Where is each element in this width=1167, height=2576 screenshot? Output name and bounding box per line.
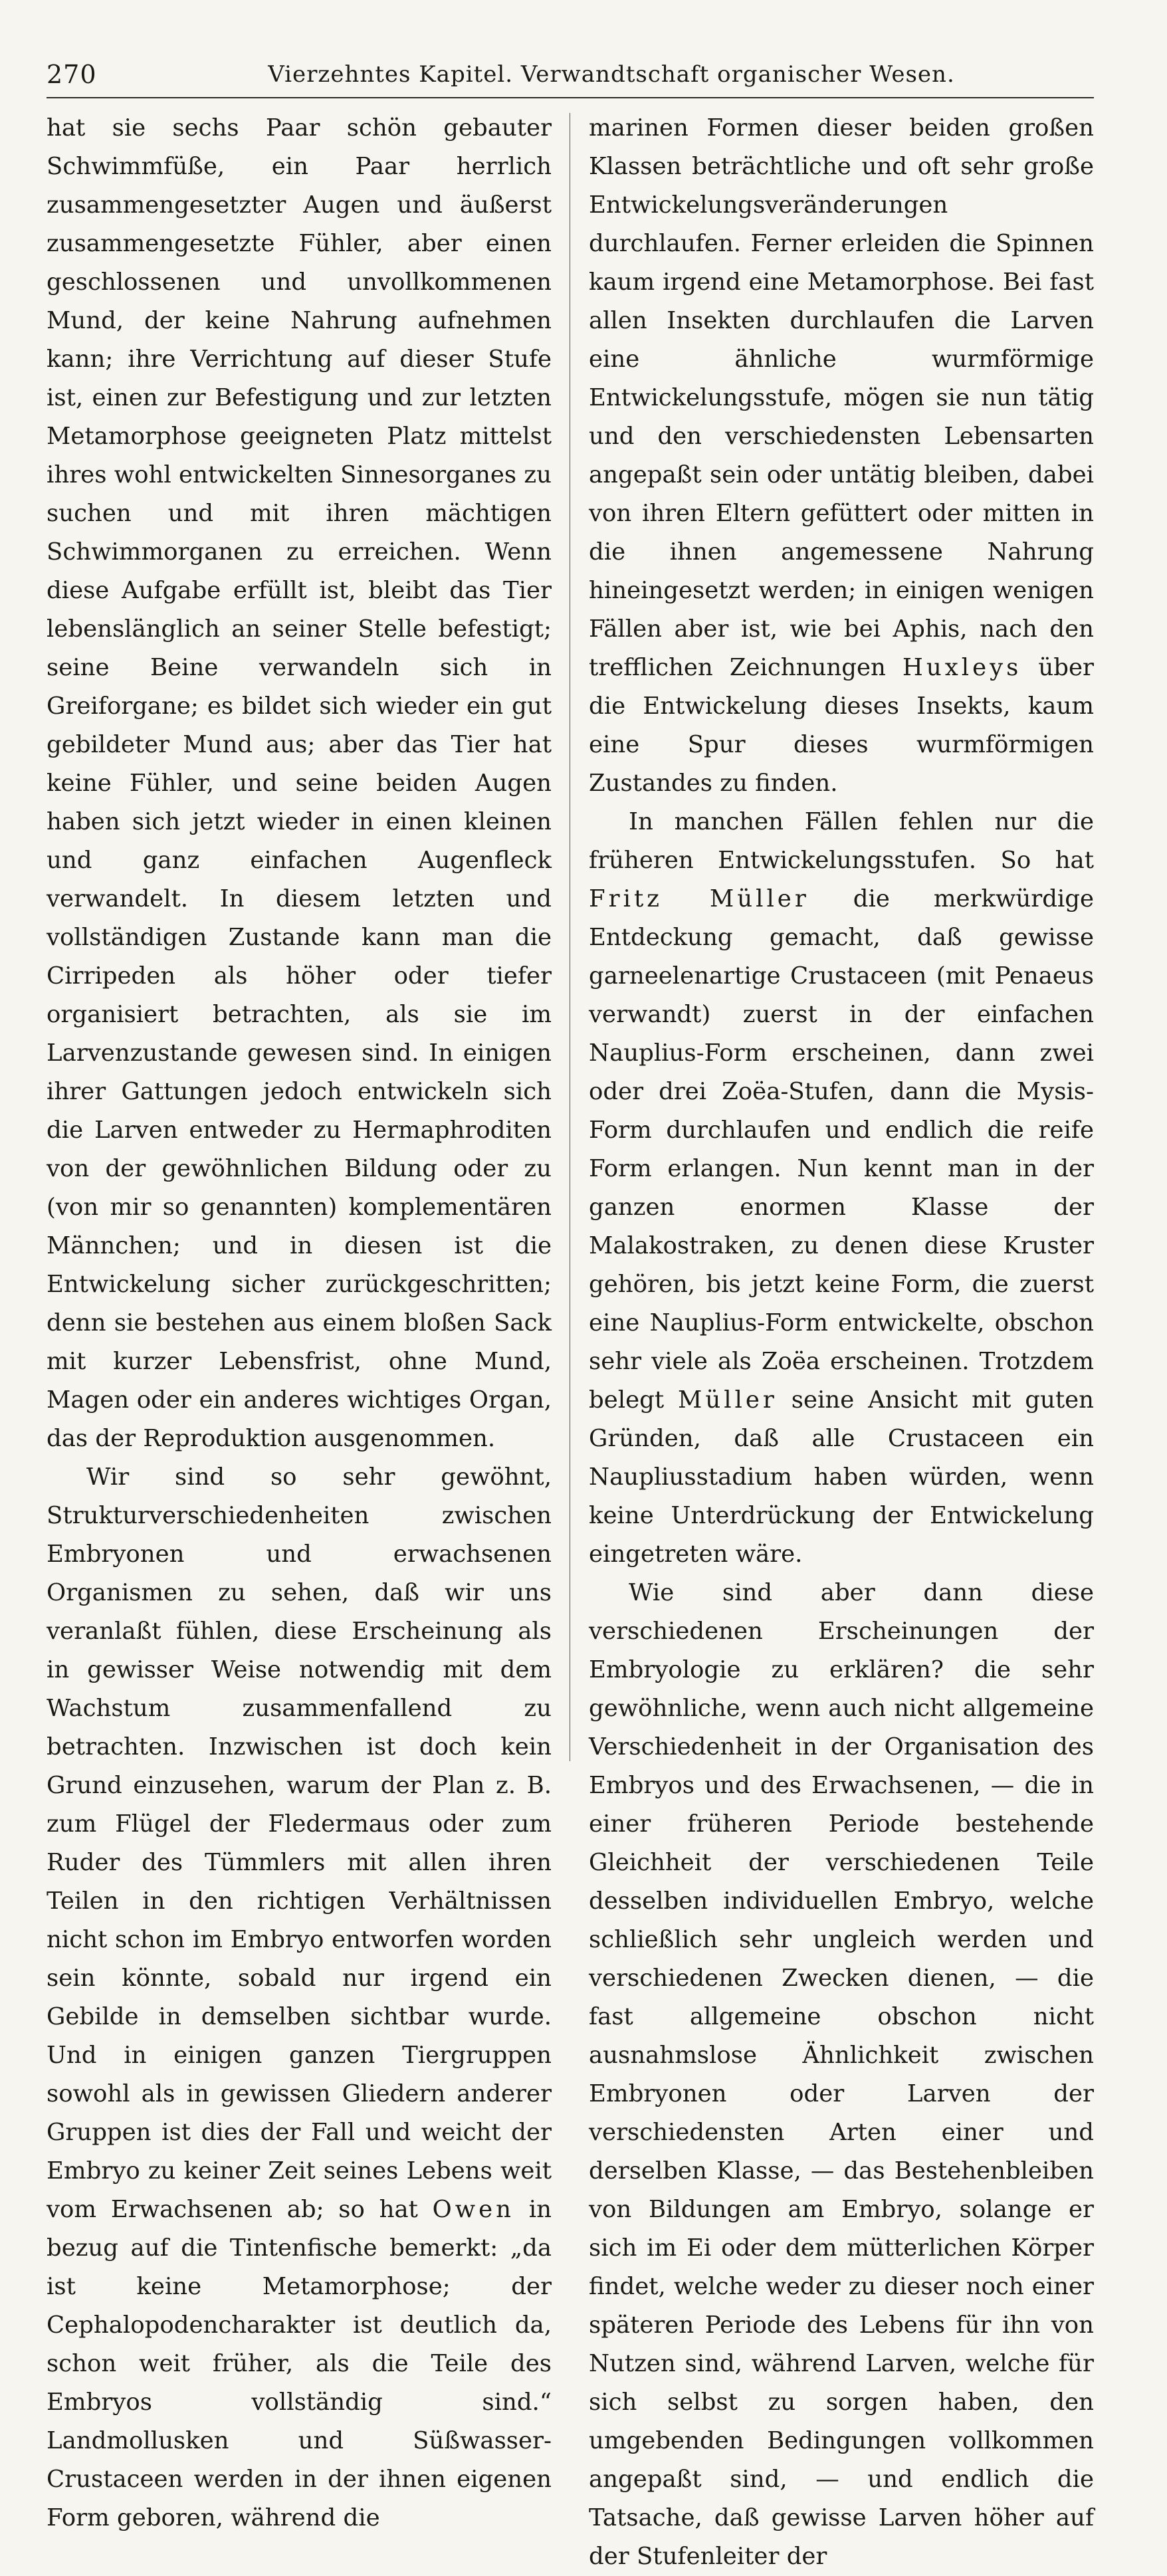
author-name: Huxleys (902, 654, 1022, 681)
left-column (47, 109, 552, 2531)
text-run: marinen Formen dieser beiden großen Klassen beträchtliche und oft sehr große Entwickelungsveränderungen durchlaufen. Ferner erleiden die Spinnen kaum irgend eine Metamorphose. Bei fast allen Insekten durchlaufen die Larven eine ähnliche wurmförmige Entwickelungsstufe, mögen sie nun tätig und den verschiedensten Lebensarten angepaßt sein oder untätig bleiben, dabei von ihren Eltern gefüttert oder mitten in die ihnen angemessene Nahrung hineingesetzt werden; in einigen wenigen Fällen aber ist, wie bei Aphis, nach den trefflichen Zeichnungen (589, 114, 1094, 681)
paragraph: hat sie sechs Paar schön gebauter Schwimmfüße, ein Paar herrlich zusammengesetzter Augen und äußerst zusammengesetzte Fühler, aber einen geschlossenen und unvollkommenen Mund, der keine Nahrung aufnehmen kann; ihre Verrichtung auf dieser Stufe ist, einen zur Befestigung und zur letzten Metamorphose geeigneten Platz mittelst ihres wohl entwickelten Sinnesorganes zu suchen und mit ihren mächtigen Schwimmorganen zu erreichen. Wenn diese Aufgabe erfüllt ist, bleibt das Tier lebenslänglich an seiner Stelle befestigt; seine Beine verwandeln sich in Greiforgane; es bildet sich wieder ein gut gebildeter Mund aus; aber das Tier hat keine Fühler, und seine beiden Augen haben sich jetzt wieder in einen kleinen und ganz einfachen Augenfleck verwandelt. In diesem letzten und vollständigen Zustande kann man die Cirripeden als höher oder tiefer organisiert betrachten, als sie im Larvenzustande gewesen sind. In einigen ihrer Gattungen jedoch entwickeln sich die Larven entweder zu Hermaphroditen von der gewöhnlichen Bildung oder zu (von mir so genannten) komplementären Männchen; und in diesen ist die Entwickelung sicher zurückgeschritten; denn sie bestehen aus einem bloßen Sack mit kurzer Lebensfrist, ohne Mund, Magen oder ein anderes wichtiges Organ, das der Reproduktion ausgenommen. (47, 114, 552, 1452)
author-name: Fritz Müller (589, 885, 809, 912)
text-run: in bezug auf die Tintenfische bemerkt: „da ist keine Metamorphose; der Cephalopodencharakter ist deutlich da, schon weit früher, als die Teile des Embryos vollständig sind.“ Landmollusken und Süßwasser-Crustaceen werden in der ihnen eigenen Form geboren, während die (47, 2196, 552, 2531)
text-run: die merkwürdige Entdeckung gemacht, daß gewisse garneelenartige Crustaceen (mit Penaeus verwandt) zuerst in der einfachen Nauplius-Form erscheinen, dann zwei oder drei Zoëa-Stufen, dann die Mysis-Form durchlaufen und endlich die reife Form erlangen. Nun kennt man in der ganzen enormen Klasse der Malakostraken, zu denen diese Kruster gehören, bis jetzt keine Form, die zuerst eine Nauplius-Form entwickelte, obschon sehr viele als Zoëa erscheinen. Trotzdem belegt (589, 885, 1095, 1414)
paragraph (589, 109, 1094, 803)
right-column (589, 109, 1095, 2570)
header-rule (47, 97, 1094, 98)
paragraph (47, 1458, 552, 2537)
text-run: Wir sind so sehr gewöhnt, Strukturverschiedenheiten zwischen Embryonen und erwachsenen Organismen zu sehen, daß wir uns veranlaßt fühlen, diese Erscheinung als in gewisser Weise notwendig mit dem Wachstum zusammenfallend zu betrachten. Inzwischen ist doch kein Grund einzusehen, warum der Plan z. B. zum Flügel der Fledermaus oder zum Ruder des Tümmlers mit allen ihren Teilen in den richtigen Verhältnissen nicht schon im Embryo entworfen worden sein könnte, sobald nur irgend ein Gebilde in demselben sichtbar wurde. Und in einigen ganzen Tiergruppen sowohl als in gewissen Gliedern anderer Gruppen ist dies der Fall und weicht der Embryo zu keiner Zeit seines Lebens weit vom Erwachsenen ab; so hat (47, 1463, 552, 2223)
running-head: Vierzehntes Kapitel. Verwandtschaft organischer Wesen. (268, 61, 955, 88)
page-number: 270 (47, 60, 97, 89)
paragraph (589, 803, 1094, 1574)
author-name: Owen (432, 2196, 515, 2223)
text-run: In manchen Fällen fehlen nur die früheren Entwickelungsstufen. So hat (589, 808, 1094, 874)
author-name: Müller (677, 1386, 778, 1414)
book-page (47, 53, 1095, 2570)
page-header (47, 53, 1094, 100)
text-run: seine Ansicht mit guten Gründen, daß alle Crustaceen ein Naupliusstadium haben würden, wenn keine Unterdrückung der Entwickelung eingetreten wäre. (589, 1386, 1094, 1568)
paragraph: Wie sind aber dann diese verschiedenen Erscheinungen der Embryologie zu erklären? die sehr gewöhnliche, wenn auch nicht allgemeine Verschiedenheit in der Organisation des Embryos und des Erwachsenen, — die in einer früheren Periode bestehende Gleichheit der verschiedenen Teile desselben individuellen Embryo, welche schließlich sehr ungleich werden und verschiedenen Zwecken dienen, — die fast allgemeine obschon nicht ausnahmslose Ähnlichkeit zwischen Embryonen oder Larven der verschiedensten Arten einer und derselben Klasse, — das Bestehenbleiben von Bildungen am Embryo, solange er sich im Ei oder dem mütterlichen Körper findet, welche weder zu dieser noch einer späteren Periode des Lebens für ihn von Nutzen sind, während Larven, welche für sich selbst zu sorgen haben, den umgebenden Bedingungen vollkommen angepaßt sind, — und endlich die Tatsache, daß gewisse Larven höher auf der Stufenleiter der (589, 1579, 1094, 2570)
text-run: über die Entwickelung dieses Insekts, kaum eine Spur dieses wurmförmigen Zustandes zu finden. (589, 654, 1094, 797)
